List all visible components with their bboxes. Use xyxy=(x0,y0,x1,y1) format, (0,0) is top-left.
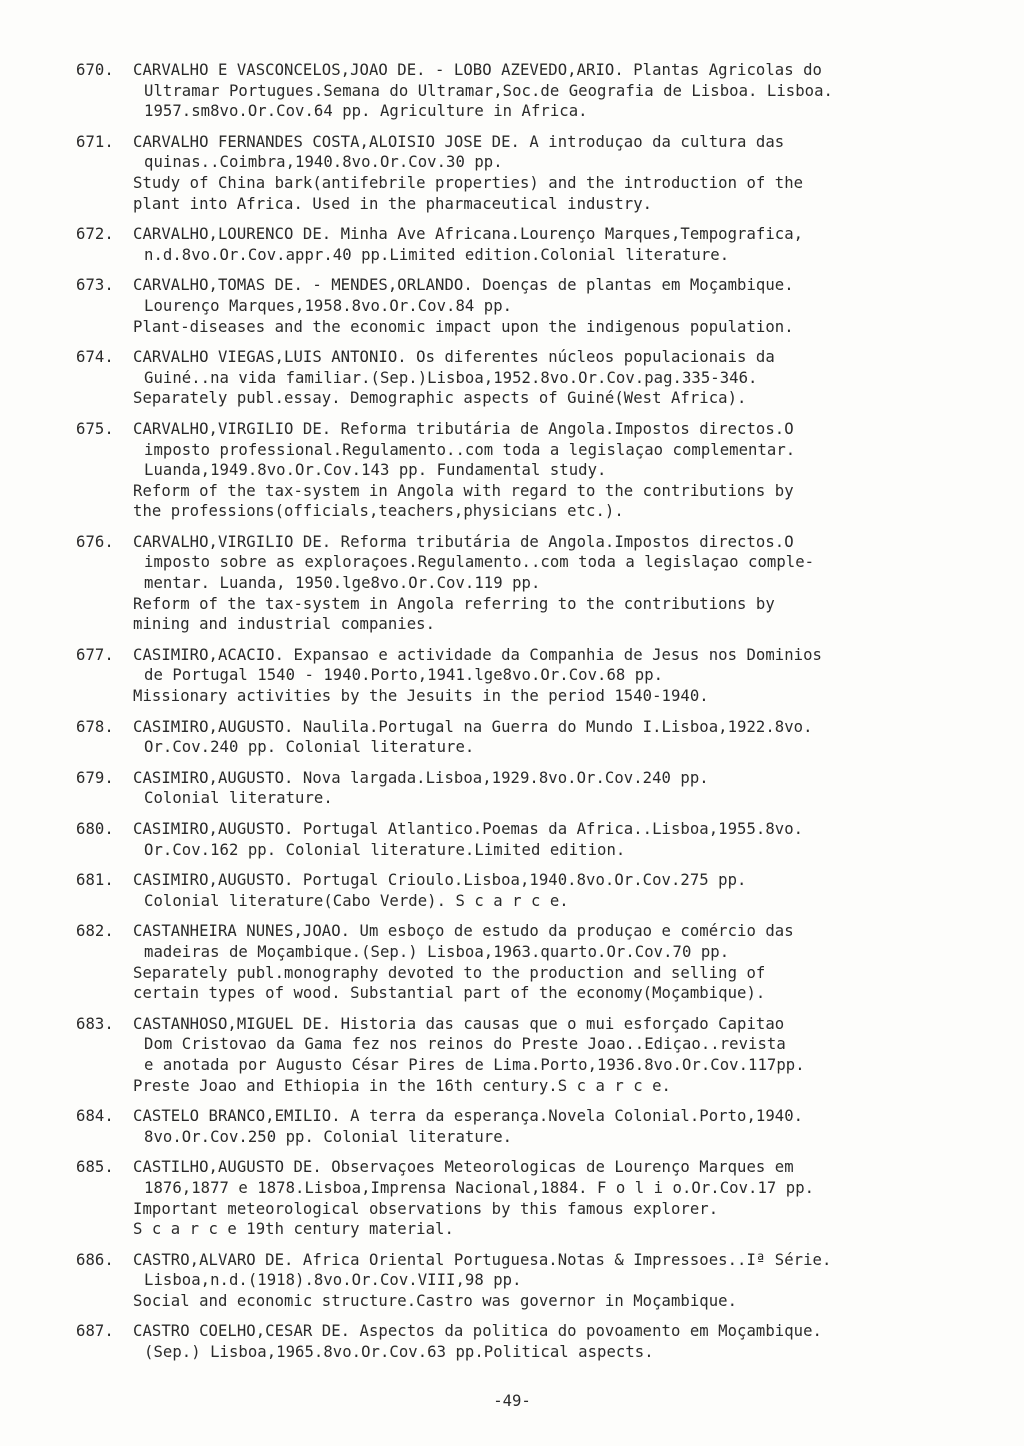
entry-line: CASIMIRO,AUGUSTO. Portugal Atlantico.Poemas da Africa..Lisboa,1955.8vo. xyxy=(133,820,804,838)
entry-number: 686. xyxy=(76,1250,114,1269)
entry-line: Dom Cristovao da Gama fez nos reinos do Preste Joao..Ediçao..revista xyxy=(144,1035,786,1054)
entry-line: e anotada por Augusto César Pires de Lima.Porto,1936.8vo.Or.Cov.117pp. xyxy=(144,1055,805,1074)
catalogue-entry xyxy=(76,768,966,809)
catalogue-entry xyxy=(76,1157,966,1239)
catalogue-entry xyxy=(76,60,966,122)
entry-line: Study of China bark(antifebrile properties) and the introduction of the xyxy=(133,173,804,192)
entry-number: 683. xyxy=(76,1014,114,1033)
entry-line: Luanda,1949.8vo.Or.Cov.143 pp. Fundamental study. xyxy=(144,461,607,480)
entry-text xyxy=(133,819,966,860)
entry-text xyxy=(133,347,966,409)
entry-line: CASTRO,ALVARO DE. Africa Oriental Portuguesa.Notas & Impressoes..Iª Série. xyxy=(133,1250,832,1269)
entry-line: mining and industrial companies. xyxy=(133,615,436,634)
entry-line: the professions(officials,teachers,physicians etc.). xyxy=(133,502,624,521)
entry-line: CASTANHOSO,MIGUEL DE. Historia das causas que o mui esforçado Capitao xyxy=(133,1014,785,1033)
entry-text xyxy=(133,60,966,122)
entry-line: imposto sobre as exploraçoes.Regulamento..com toda a legislaçao comple- xyxy=(144,553,815,572)
entry-line: plant into Africa. Used in the pharmaceutical industry. xyxy=(133,194,653,213)
entry-line: CARVALHO,TOMAS DE. - MENDES,ORLANDO. Doenças de plantas em Moçambique. xyxy=(133,276,794,295)
entry-number: 681. xyxy=(76,871,114,890)
catalogue-entry xyxy=(76,1106,966,1147)
catalogue-entry xyxy=(76,1014,966,1096)
entry-line: CASTRO COELHO,CESAR DE. Aspectos da politica do povoamento em Moçambique. xyxy=(133,1322,822,1341)
entry-line: Guiné..na vida familiar.(Sep.)Lisboa,1952.8vo.Or.Cov.pag.335-346. xyxy=(144,368,758,387)
entry-line: Important meteorological observations by this famous explorer. xyxy=(133,1199,719,1218)
entry-line: de Portugal 1540 - 1940.Porto,1941.lge8vo.Or.Cov.68 pp. xyxy=(144,666,664,685)
entry-number: 678. xyxy=(76,717,114,736)
entry-line: CARVALHO,VIRGILIO DE. Reforma tributária de Angola.Impostos directos.O xyxy=(133,419,794,438)
entry-line: CASTANHEIRA NUNES,JOAO. Um esboço de estudo da produçao e comércio das xyxy=(133,922,794,941)
entry-line: CARVALHO FERNANDES COSTA,ALOISIO JOSE DE. A introduçao da cultura das xyxy=(133,132,785,151)
entry-text xyxy=(133,275,966,337)
entry-line: (Sep.) Lisboa,1965.8vo.Or.Cov.63 pp.Political aspects. xyxy=(144,1343,654,1362)
entry-line: 8vo.Or.Cov.250 pp. Colonial literature. xyxy=(144,1127,513,1146)
entry-line: Colonial literature. xyxy=(144,789,333,808)
entry-line: Reform of the tax-system in Angola with regard to the contributions by xyxy=(133,481,794,500)
entry-text xyxy=(133,870,966,911)
entry-number: 682. xyxy=(76,922,114,941)
entry-line: CASIMIRO,AUGUSTO. Nova largada.Lisboa,1929.8vo.Or.Cov.240 pp. xyxy=(133,768,709,787)
entry-line: Or.Cov.162 pp. Colonial literature.Limited edition. xyxy=(144,840,626,859)
entry-line: Missionary activities by the Jesuits in the period 1540-1940. xyxy=(133,687,709,706)
entry-line: Lisboa,n.d.(1918).8vo.Or.Cov.VIII,98 pp. xyxy=(144,1271,522,1290)
entry-line: Separately publ.essay. Demographic aspects of Guiné(West Africa). xyxy=(133,389,747,408)
entry-text xyxy=(133,1157,966,1239)
entry-text xyxy=(133,419,966,522)
catalogue-entry xyxy=(76,224,966,265)
entry-line: CASTELO BRANCO,EMILIO. A terra da esperança.Novela Colonial.Porto,1940. xyxy=(133,1107,804,1126)
catalogue-entry xyxy=(76,275,966,337)
page-number: -49- xyxy=(493,1392,531,1410)
entry-text xyxy=(133,717,966,758)
entry-line: Plant-diseases and the economic impact upon the indigenous population. xyxy=(133,317,794,336)
entry-text xyxy=(133,1014,966,1096)
entry-line: imposto professional.Regulamento..com toda a legislaçao complementar. xyxy=(144,440,796,459)
catalogue-entry xyxy=(76,1250,966,1312)
entry-line: n.d.8vo.Or.Cov.appr.40 pp.Limited edition.Colonial literature. xyxy=(144,245,730,264)
entry-number: 680. xyxy=(76,820,114,838)
entry-number: 684. xyxy=(76,1107,114,1126)
entry-line: CARVALHO VIEGAS,LUIS ANTONIO. Os diferentes núcleos populacionais da xyxy=(133,348,775,367)
entry-number: 673. xyxy=(76,276,114,295)
entry-number: 679. xyxy=(76,768,114,787)
entry-line: 1876,1877 e 1878.Lisboa,Imprensa Nacional,1884. F o l i o.Or.Cov.17 pp. xyxy=(144,1178,815,1197)
entry-number: 671. xyxy=(76,132,114,151)
entry-text xyxy=(133,224,966,265)
entry-text xyxy=(133,532,966,635)
entry-line: Lourenço Marques,1958.8vo.Or.Cov.84 pp. xyxy=(144,296,513,315)
entry-number: 677. xyxy=(76,645,114,664)
entry-line: CARVALHO,VIRGILIO DE. Reforma tributária de Angola.Impostos directos.O xyxy=(133,532,794,551)
catalogue-entry xyxy=(76,532,966,635)
catalogue-entry xyxy=(76,347,966,409)
entry-line: Colonial literature(Cabo Verde). S c a r c e. xyxy=(144,891,569,910)
entry-line: CASIMIRO,AUGUSTO. Naulila.Portugal na Guerra do Mundo I.Lisboa,1922.8vo. xyxy=(133,717,813,736)
entry-number: 672. xyxy=(76,225,114,244)
entry-line: madeiras de Moçambique.(Sep.) Lisboa,1963.quarto.Or.Cov.70 pp. xyxy=(144,942,730,961)
entry-line: CASIMIRO,AUGUSTO. Portugal Crioulo.Lisboa,1940.8vo.Or.Cov.275 pp. xyxy=(133,871,747,890)
catalogue-entry xyxy=(76,1321,966,1362)
entry-number: 674. xyxy=(76,348,114,367)
entry-line: quinas..Coimbra,1940.8vo.Or.Cov.30 pp. xyxy=(144,153,503,172)
entry-line: 1957.sm8vo.Or.Cov.64 pp. Agriculture in Africa. xyxy=(144,102,588,121)
entry-number: 685. xyxy=(76,1158,114,1177)
entry-text xyxy=(133,1321,966,1362)
entry-line: Or.Cov.240 pp. Colonial literature. xyxy=(144,738,475,757)
entry-text xyxy=(133,132,966,214)
catalogue-entry xyxy=(76,921,966,1003)
catalogue-entry xyxy=(76,870,966,911)
entry-text xyxy=(133,921,966,1003)
entry-number: 670. xyxy=(76,61,114,79)
entry-line: CASIMIRO,ACACIO. Expansao e actividade da Companhia de Jesus nos Dominios xyxy=(133,645,822,664)
entry-line: CARVALHO,LOURENCO DE. Minha Ave Africana.Lourenço Marques,Tempografica, xyxy=(133,225,804,244)
catalogue-entry xyxy=(76,645,966,707)
entry-line: CASTILHO,AUGUSTO DE. Observaçoes Meteorologicas de Lourenço Marques em xyxy=(133,1158,794,1177)
entry-text xyxy=(133,1250,966,1312)
entry-number: 675. xyxy=(76,419,114,438)
catalogue-entry xyxy=(76,419,966,522)
entry-text xyxy=(133,1106,966,1147)
catalogue-entry xyxy=(76,819,966,860)
entry-number: 687. xyxy=(76,1322,114,1341)
entry-line: Reform of the tax-system in Angola referring to the contributions by xyxy=(133,594,775,613)
entry-text xyxy=(133,645,966,707)
entry-number: 676. xyxy=(76,532,114,551)
entry-line: CARVALHO E VASCONCELOS,JOAO DE. - LOBO AZEVEDO,ARIO. Plantas Agricolas do xyxy=(133,61,822,79)
catalogue-entry xyxy=(76,717,966,758)
entry-line: S c a r c e 19th century material. xyxy=(133,1220,454,1239)
catalogue-entry xyxy=(76,132,966,214)
entry-line: Preste Joao and Ethiopia in the 16th century.S c a r c e. xyxy=(133,1076,671,1095)
entry-line: Separately publ.monography devoted to the production and selling of xyxy=(133,963,766,982)
entry-text xyxy=(133,768,966,809)
entry-line: mentar. Luanda, 1950.lge8vo.Or.Cov.119 pp. xyxy=(144,574,541,593)
entry-line: Ultramar Portugues.Semana do Ultramar,Soc.de Geografia de Lisboa. Lisboa. xyxy=(144,81,833,100)
entry-line: certain types of wood. Substantial part of the economy(Moçambique). xyxy=(133,984,766,1003)
entry-list xyxy=(76,60,966,1373)
entry-line: Social and economic structure.Castro was governor in Moçambique. xyxy=(133,1291,738,1310)
